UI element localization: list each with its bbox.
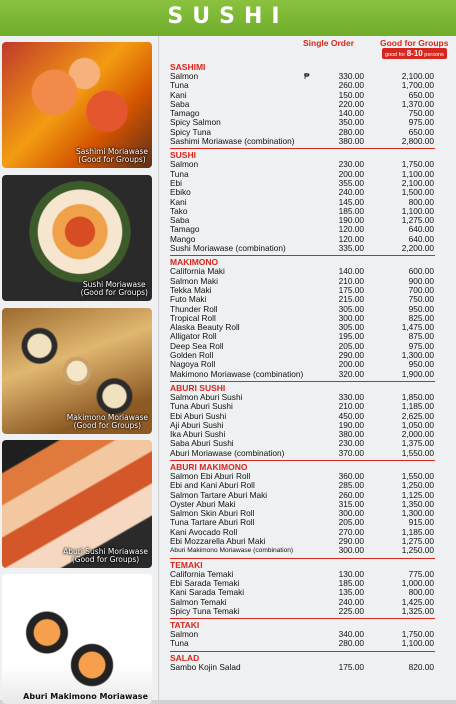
- section-divider: [170, 558, 435, 559]
- item-name: California Maki: [170, 266, 225, 277]
- group-price: 1,425.00: [401, 596, 434, 607]
- title-banner: [0, 0, 456, 36]
- item-name: Tekka Maki: [170, 284, 212, 295]
- item-name: Spicy Salmon: [170, 117, 221, 128]
- photo-caption: Makimono Moriawase (Good for Groups): [66, 412, 148, 431]
- menu-section: [170, 383, 450, 458]
- group-price: 1,250.00: [401, 480, 434, 491]
- group-price: 650.00: [408, 126, 434, 137]
- group-price: 650.00: [408, 89, 434, 100]
- single-order-price: 120.00: [338, 224, 364, 235]
- group-price: 1,100.00: [401, 638, 434, 649]
- menu-item: [170, 286, 450, 295]
- menu-item: [170, 100, 450, 109]
- item-name: Salmon: [170, 629, 199, 640]
- groups-size-badge: [382, 48, 447, 59]
- menu-item: [170, 277, 450, 286]
- single-order-price: 175.00: [338, 661, 364, 672]
- item-name: Kani Avocado Roll: [170, 526, 238, 537]
- item-name: Tuna: [170, 638, 189, 649]
- group-price: 1,850.00: [401, 391, 434, 402]
- item-name: Sushi Moriawase (combination): [170, 243, 286, 254]
- single-order-price: 140.00: [338, 266, 364, 277]
- item-name: Futo Maki: [170, 294, 207, 305]
- section-divider: [170, 381, 435, 382]
- item-name: Saba: [170, 98, 190, 109]
- good-for-groups-header: Good for Groups: [380, 38, 449, 48]
- photo-caption: Aburi Makimono Moriawase: [23, 691, 148, 701]
- item-name: Alligator Roll: [170, 331, 217, 342]
- menu-list: [170, 62, 450, 674]
- single-order-price: 195.00: [338, 331, 364, 342]
- single-order-price: 230.00: [338, 159, 364, 170]
- group-price: 1,125.00: [401, 489, 434, 500]
- single-order-price: 190.00: [338, 215, 364, 226]
- menu-section: [170, 560, 450, 616]
- menu-section: [170, 653, 450, 672]
- sushi-moriawase-photo: [2, 175, 152, 301]
- single-order-price: 240.00: [338, 187, 364, 198]
- item-name: Tuna Tartare Aburi Roll: [170, 517, 255, 528]
- menu-section: [170, 620, 450, 649]
- menu-item: [170, 449, 450, 458]
- group-price: 1,185.00: [401, 401, 434, 412]
- section-divider: [170, 148, 435, 149]
- single-order-price: 200.00: [338, 359, 364, 370]
- menu-item: [170, 137, 450, 146]
- single-order-price: 225.00: [338, 605, 364, 616]
- menu-section: [170, 150, 450, 253]
- menu-item: [170, 244, 450, 253]
- section-title: TEMAKI: [170, 559, 203, 570]
- single-order-price: 220.00: [338, 98, 364, 109]
- item-name: Ebi: [170, 177, 182, 188]
- group-price: 750.00: [408, 108, 434, 119]
- item-name: Salmon: [170, 159, 199, 170]
- item-name: Spicy Tuna Temaki: [170, 605, 240, 616]
- group-price: 1,275.00: [401, 215, 434, 226]
- menu-item: [170, 216, 450, 225]
- photo-caption: Sushi Moriawase (Good for Groups): [80, 279, 148, 298]
- single-order-price: 210.00: [338, 401, 364, 412]
- item-name: Ebi Aburi Sushi: [170, 410, 227, 421]
- single-order-header: Single Order: [303, 38, 355, 48]
- item-name: Salmon Maki: [170, 275, 218, 286]
- item-name: Tamago: [170, 224, 200, 235]
- item-name: Aburi Moriawase (combination): [170, 447, 285, 458]
- single-order-price: 260.00: [338, 80, 364, 91]
- item-name: Thunder Roll: [170, 303, 218, 314]
- item-name: California Temaki: [170, 568, 234, 579]
- sashimi-moriawase-photo: [2, 42, 152, 168]
- group-price: 2,625.00: [401, 410, 434, 421]
- aburi-makimono-moriawase-photo: [2, 574, 152, 704]
- single-order-price: 185.00: [338, 577, 364, 588]
- item-name: Tuna Aburi Sushi: [170, 401, 233, 412]
- makimono-moriawase-photo: [2, 308, 152, 434]
- single-order-price: 135.00: [338, 587, 364, 598]
- menu-item: [170, 188, 450, 197]
- item-name: Oyster Aburi Maki: [170, 498, 236, 509]
- group-price: 2,000.00: [401, 429, 434, 440]
- item-name: Kani Sarada Temaki: [170, 587, 245, 598]
- single-order-price: 260.00: [338, 489, 364, 500]
- group-price: 2,100.00: [401, 177, 434, 188]
- menu-item: [170, 639, 450, 648]
- single-order-price: 190.00: [338, 419, 364, 430]
- single-order-price: 200.00: [338, 168, 364, 179]
- group-price: 1,700.00: [401, 80, 434, 91]
- group-price: 1,350.00: [401, 498, 434, 509]
- group-price: 1,250.00: [401, 545, 434, 556]
- section-divider: [170, 460, 435, 461]
- item-name: Golden Roll: [170, 350, 214, 361]
- item-name: Tamago: [170, 108, 200, 119]
- single-order-price: 280.00: [338, 126, 364, 137]
- group-price: 1,750.00: [401, 629, 434, 640]
- item-name: Salmon Temaki: [170, 596, 227, 607]
- group-price: 1,475.00: [401, 322, 434, 333]
- single-order-price: 360.00: [338, 470, 364, 481]
- item-name: Ebi and Kani Aburi Roll: [170, 480, 255, 491]
- photo-caption: Aburi Sushi Moriawase (Good for Groups): [63, 546, 148, 565]
- group-price: 900.00: [408, 275, 434, 286]
- badge-value: 8-10: [406, 49, 423, 58]
- badge-prefix: good for: [385, 52, 406, 58]
- group-price: 750.00: [408, 294, 434, 305]
- item-name: Nagoya Roll: [170, 359, 216, 370]
- single-order-price: 330.00: [338, 391, 364, 402]
- group-price: 1,500.00: [401, 187, 434, 198]
- section-title: SASHIMI: [170, 62, 206, 72]
- single-order-price: 350.00: [338, 117, 364, 128]
- group-price: 1,370.00: [401, 98, 434, 109]
- single-order-price: 150.00: [338, 89, 364, 100]
- group-price: 950.00: [408, 359, 434, 370]
- item-name: Tuna: [170, 168, 189, 179]
- item-name: Tako: [170, 205, 188, 216]
- group-price: 1,100.00: [401, 168, 434, 179]
- single-order-price: 305.00: [338, 322, 364, 333]
- single-order-price: 140.00: [338, 108, 364, 119]
- badge-suffix: persons: [424, 52, 444, 58]
- group-price: 1,050.00: [401, 419, 434, 430]
- group-price: 1,375.00: [401, 438, 434, 449]
- item-name: Salmon Skin Aburi Roll: [170, 508, 255, 519]
- page-title: SUSHI: [167, 4, 289, 29]
- single-order-price: 215.00: [338, 294, 364, 305]
- single-order-price: 280.00: [338, 638, 364, 649]
- menu-item: [170, 81, 450, 90]
- section-divider: [170, 255, 435, 256]
- item-name: Ebi Sarada Temaki: [170, 577, 240, 588]
- group-price: 800.00: [408, 587, 434, 598]
- single-order-price: 315.00: [338, 498, 364, 509]
- group-price: 1,550.00: [401, 447, 434, 458]
- single-order-price: 145.00: [338, 196, 364, 207]
- item-name: Saba: [170, 215, 190, 226]
- group-price: 2,200.00: [401, 243, 434, 254]
- item-name: Tropical Roll: [170, 312, 216, 323]
- aburi-sushi-moriawase-photo: [2, 440, 152, 568]
- item-name: Ika Aburi Sushi: [170, 429, 226, 440]
- single-order-price: 205.00: [338, 340, 364, 351]
- item-name: Saba Aburi Sushi: [170, 438, 234, 449]
- group-price: 1,750.00: [401, 159, 434, 170]
- photo-caption: Sashimi Moriawase (Good for Groups): [76, 146, 148, 165]
- menu-item: [170, 118, 450, 127]
- single-order-price: 300.00: [338, 508, 364, 519]
- item-name: Salmon Tartare Aburi Maki: [170, 489, 268, 500]
- item-name: Tuna: [170, 80, 189, 91]
- single-order-price: 305.00: [338, 303, 364, 314]
- item-name: Deep Sea Roll: [170, 340, 224, 351]
- group-price: 1,325.00: [401, 605, 434, 616]
- menu-item: [170, 607, 450, 616]
- group-price: 640.00: [408, 233, 434, 244]
- group-price: 825.00: [408, 312, 434, 323]
- single-order-price: 120.00: [338, 233, 364, 244]
- section-title: ABURI MAKIMONO: [170, 461, 248, 472]
- single-order-price: 185.00: [338, 205, 364, 216]
- single-order-price: 130.00: [338, 568, 364, 579]
- group-price: 950.00: [408, 303, 434, 314]
- group-price: 875.00: [408, 331, 434, 342]
- group-price: 1,900.00: [401, 368, 434, 379]
- group-price: 2,800.00: [401, 136, 434, 147]
- single-order-price: 270.00: [338, 526, 364, 537]
- section-title: SALAD: [170, 652, 200, 663]
- single-order-price: 380.00: [338, 136, 364, 147]
- section-title: TATAKI: [170, 620, 200, 631]
- item-name: Salmon Aburi Sushi: [170, 391, 243, 402]
- section-title: SUSHI: [170, 150, 196, 161]
- item-name: Sambo Kojin Salad: [170, 661, 241, 672]
- single-order-price: 205.00: [338, 517, 364, 528]
- single-order-price: 300.00: [338, 312, 364, 323]
- group-price: 820.00: [408, 661, 434, 672]
- section-divider: [170, 651, 435, 652]
- item-name: Salmon: [170, 71, 199, 81]
- group-price: 1,300.00: [401, 508, 434, 519]
- group-price: 2,100.00: [401, 71, 434, 81]
- single-order-price: 210.00: [338, 275, 364, 286]
- single-order-price: 230.00: [338, 438, 364, 449]
- group-price: 1,185.00: [401, 526, 434, 537]
- item-name: Alaska Beauty Roll: [170, 322, 240, 333]
- single-order-price: 290.00: [338, 350, 364, 361]
- menu-section: [170, 257, 450, 379]
- section-divider: [170, 618, 435, 619]
- single-order-price: 320.00: [338, 368, 364, 379]
- group-price: 640.00: [408, 224, 434, 235]
- group-price: 1,550.00: [401, 470, 434, 481]
- item-name: Mango: [170, 233, 196, 244]
- photo-column: [0, 40, 157, 700]
- group-price: 1,300.00: [401, 350, 434, 361]
- single-order-price: 290.00: [338, 536, 364, 547]
- item-name: Spicy Tuna: [170, 126, 212, 137]
- single-order-price: 340.00: [338, 629, 364, 640]
- item-name: Sashimi Moriawase (combination): [170, 136, 295, 147]
- group-price: 775.00: [408, 568, 434, 579]
- item-name: Ebiko: [170, 187, 191, 198]
- group-price: 975.00: [408, 117, 434, 128]
- single-order-price: 370.00: [338, 447, 364, 458]
- single-order-price: 355.00: [338, 177, 364, 188]
- group-price: 975.00: [408, 340, 434, 351]
- single-order-price: 300.00: [338, 545, 364, 556]
- single-order-price: 450.00: [338, 410, 364, 421]
- item-name: Salmon Ebi Aburi Roll: [170, 470, 251, 481]
- group-price: 700.00: [408, 284, 434, 295]
- single-order-price: 335.00: [338, 243, 364, 254]
- item-name: Kani: [170, 89, 187, 100]
- page-fold: [158, 36, 160, 700]
- item-name: Aji Aburi Sushi: [170, 419, 224, 430]
- single-order-price: 380.00: [338, 429, 364, 440]
- menu-section: [170, 462, 450, 556]
- group-price: 800.00: [408, 196, 434, 207]
- group-price: 1,100.00: [401, 205, 434, 216]
- section-title: MAKIMONO: [170, 257, 219, 268]
- menu-item: [170, 370, 450, 379]
- single-order-price: 240.00: [338, 596, 364, 607]
- item-name: Ebi Mozzarella Aburi Maki: [170, 536, 266, 547]
- section-title: ABURI SUSHI: [170, 382, 226, 393]
- item-name: Makimono Moriawase (combination): [170, 368, 304, 379]
- single-order-price: 175.00: [338, 284, 364, 295]
- menu-section: [170, 62, 450, 146]
- menu-item: [170, 663, 450, 672]
- group-price: 915.00: [408, 517, 434, 528]
- currency-symbol: ₱: [304, 71, 310, 81]
- menu-item: [170, 546, 450, 555]
- item-name: Kani: [170, 196, 187, 207]
- single-order-price: 330.00: [338, 71, 364, 81]
- group-price: 600.00: [408, 266, 434, 277]
- group-price: 1,275.00: [401, 536, 434, 547]
- item-name: Aburi Makimono Moriawase (combination): [170, 547, 294, 555]
- group-price: 1,000.00: [401, 577, 434, 588]
- single-order-price: 285.00: [338, 480, 364, 491]
- menu-item: [170, 225, 450, 234]
